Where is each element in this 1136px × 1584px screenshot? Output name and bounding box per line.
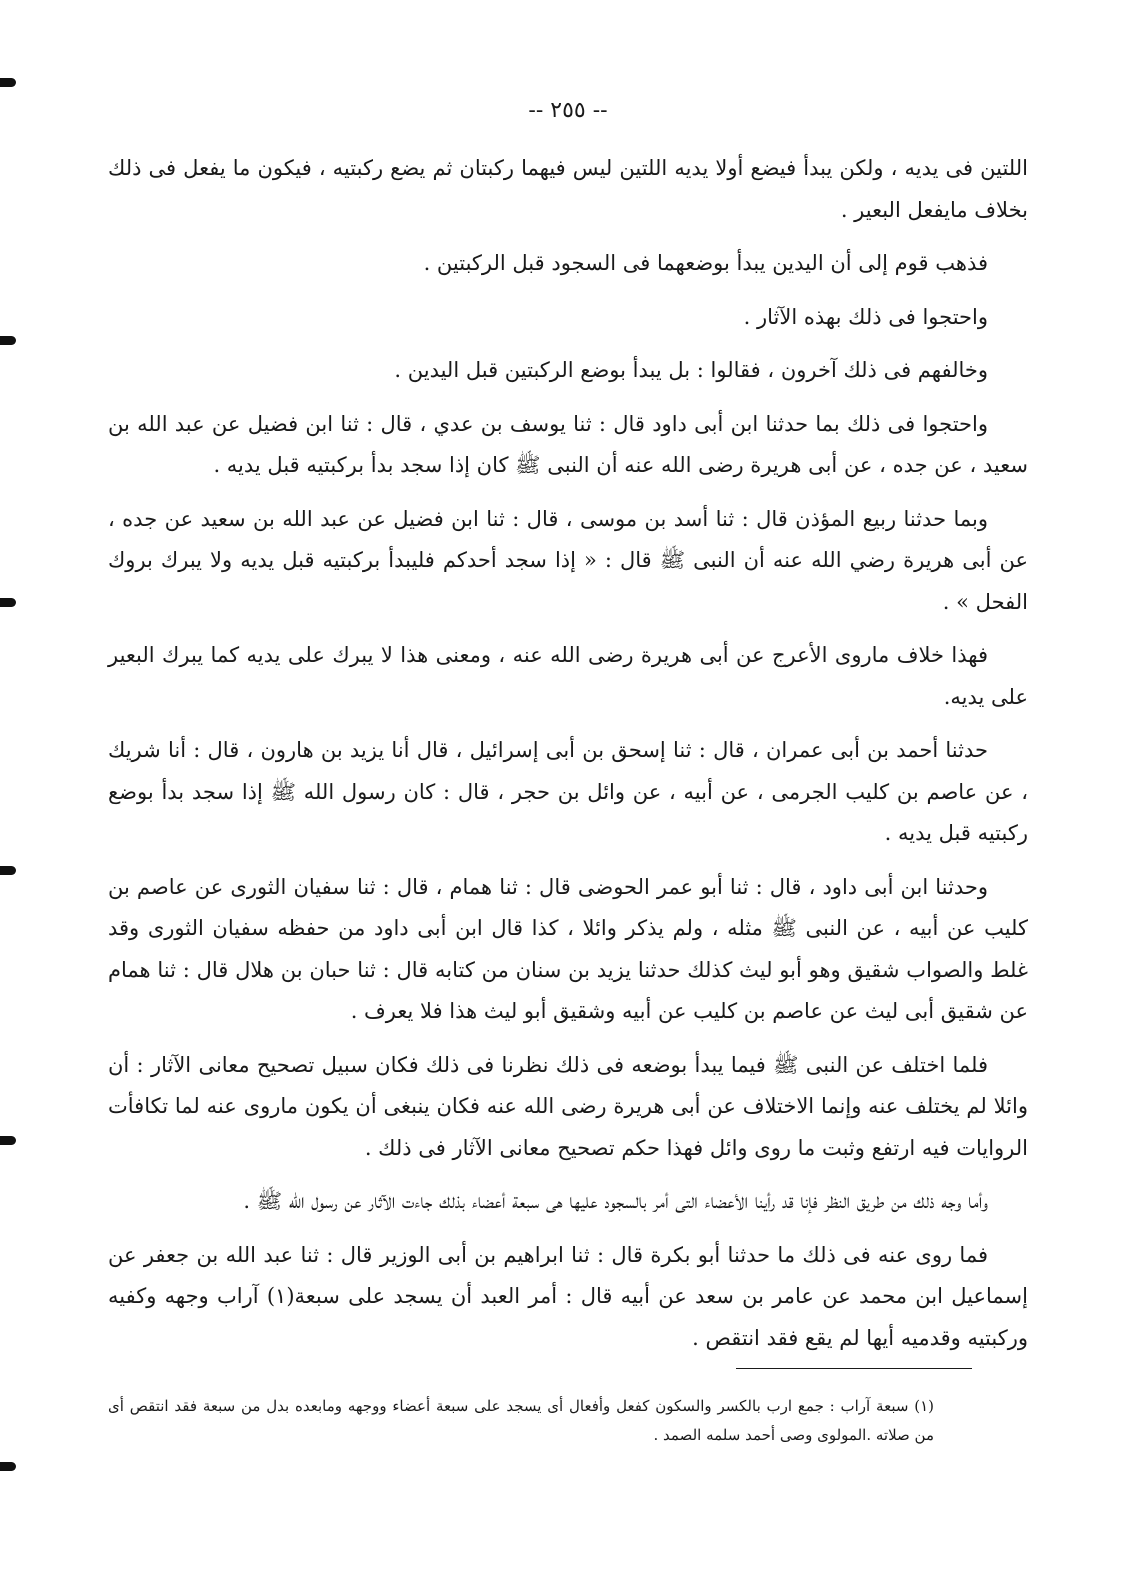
margin-mark <box>0 866 16 875</box>
paragraph-p12: فما روى عنه فى ذلك ما حدثنا أبو بكرة قال : ثنا ابراهيم بن أبى الوزير قال : ثنا عبد الله بن جعفر عن إسماعيل ابن محمد عن عامر بن سعد عن أبيه قال : أمر العبد أن يسجد على سبعة(١) آراب وجهه وكفيه وركبتيه وقدميه أيها لم يقع فقد انتقص . <box>108 1242 1028 1350</box>
paragraph-p5: واحتجوا فى ذلك بما حدثنا ابن أبى داود قال : ثنا يوسف بن عدي ، قال : ثنا ابن فضيل عن عبد الله بن سعيد ، عن جده ، عن أبى هريرة رضى الله عنه أن النبى ﷺ كان إذا سجد بدأ بركبتيه قبل يديه . <box>108 411 1028 477</box>
margin-mark <box>0 336 16 345</box>
paragraph-p9: وحدثنا ابن أبى داود ، قال : ثنا أبو عمر الحوضى قال : ثنا همام ، قال : ثنا سفيان الثورى عن عاصم بن كليب عن أبيه ، عن النبى ﷺ مثله ، ولم يذكر وائلا ، كذا قال ابن أبى داود من حفظه سفيان الثورى وقد غلط والصواب شقيق وهو أبو ليث كذلك حدثنا يزيد بن سنان من كتابه قال : ثنا حبان بن هلال قال : ثنا همام عن شقيق أبى ليث عن عاصم بن كليب عن أبيه وشقيق أبو ليث هذا فلا يعرف . <box>108 874 1028 1023</box>
footnote-separator <box>736 1368 972 1369</box>
main-text <box>108 148 1028 1371</box>
paragraph-p1: اللتين فى يديه ، ولكن يبدأ فيضع أولا يديه اللتين ليس فيهما ركبتان ثم يضع ركبتيه ، فيكون ما يفعل فى ذلك بخلاف مايفعل البعير . <box>108 156 1028 222</box>
footnote: (١) سبعة آراب : جمع ارب بالكسر والسكون كفعل وأفعال أى يسجد على سبعة أعضاء ووجهه ومابعده بدل من سبعة فقد انتقص أى من صلاته .المولوى وصى أحمد سلمه الصمد . <box>108 1397 934 1444</box>
margin-mark <box>0 1136 16 1145</box>
margin-mark <box>0 78 16 87</box>
margin-mark <box>0 1462 16 1471</box>
paragraph-p3: واحتجوا فى ذلك بهذه الآثار . <box>743 304 988 329</box>
paragraph-p8: حدثنا أحمد بن أبى عمران ، قال : ثنا إسحق بن أبى إسرائيل ، قال أنا يزيد بن هارون ، قال : أنا شريك ، عن عاصم بن كليب الجرمى ، عن أبيه ، عن وائل بن حجر ، قال : كان رسول الله ﷺ إذا سجد بدأ بوضع ركبتيه قبل يديه . <box>108 738 1028 845</box>
paragraph-p7: فهذا خلاف ماروى الأعرج عن أبى هريرة رضى الله عنه ، ومعنى هذا لا يبرك على يديه كما يبرك البعير على يديه. <box>108 643 1028 709</box>
paragraph-p11: وأما وجه ذلك من طريق النظر فإنا قد رأينا الأعضاء التى أمر بالسجود عليها هى سبعة أعضاء بذلك جاءت الآثار عن رسول الله ﷺ . <box>243 1189 988 1213</box>
margin-mark <box>0 598 16 607</box>
paragraph-p4: وخالفهم فى ذلك آخرون ، فقالوا : بل يبدأ بوضع الركبتين قبل اليدين . <box>394 358 988 382</box>
paragraph-p6: وبما حدثنا ربيع المؤذن قال : ثنا أسد بن موسى ، قال : ثنا ابن فضيل عن عبد الله بن سعيد عن جده ، عن أبى هريرة رضي الله عنه أن النبى ﷺ قال : « إذا سجد أحدكم فليبدأ بركبتيه قبل يديه ولا يبرك بروك الفحل » . <box>108 506 1028 614</box>
paragraph-p10: فلما اختلف عن النبى ﷺ فيما يبدأ بوضعه فى ذلك نظرنا فى ذلك فكان سبيل تصحيح معانى الآثار : أن وائلا لم يختلف عنه وإنما الاختلاف عن أبى هريرة رضى الله عنه فكان ينبغى أن يكون ماروى عنه لما تكافأت الروايات فيه ارتفع وثبت ما روى وائل فهذا حكم تصحيح معانى الآثار فى ذلك . <box>108 1052 1028 1160</box>
page-number: -- ٢٥٥ -- <box>528 98 608 123</box>
paragraph-p2: فذهب قوم إلى أن اليدين يبدأ بوضعهما فى السجود قبل الركبتين . <box>423 251 988 275</box>
